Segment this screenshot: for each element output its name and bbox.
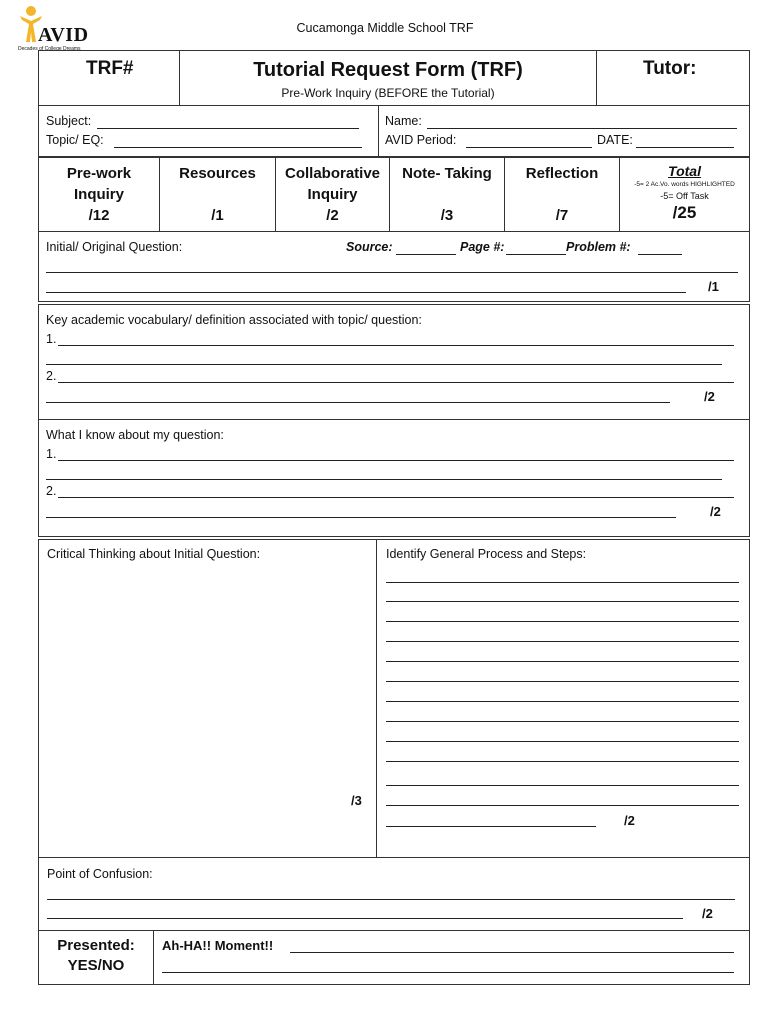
score-cell-collaborative (275, 157, 390, 232)
aha-label: Ah-HA!! Moment!! (162, 938, 274, 953)
info-divider (378, 106, 379, 156)
confusion-label: Point of Confusion: (47, 867, 153, 881)
process-line-10[interactable] (386, 761, 739, 762)
form-subtitle: Pre-Work Inquiry (BEFORE the Tutorial) (281, 86, 495, 100)
date-label: DATE: (597, 133, 633, 147)
process-line-4[interactable] (386, 641, 739, 642)
trf-label: TRF# (86, 58, 134, 79)
process-line-5[interactable] (386, 661, 739, 662)
process-label: Identify General Process and Steps: (386, 547, 587, 561)
presented-box (38, 930, 154, 985)
page-label: Page #: (460, 240, 505, 254)
score-cell-total (619, 157, 750, 232)
aha-line-1[interactable] (290, 952, 734, 953)
score-notes-points: /3 (440, 207, 454, 224)
process-line-2[interactable] (386, 601, 739, 602)
question-label: Initial/ Original Question: (46, 240, 183, 254)
score-reflection-line2 (505, 184, 619, 205)
subject-field[interactable] (97, 128, 359, 129)
date-field[interactable] (636, 147, 734, 148)
vocab-line-2b[interactable] (46, 402, 670, 403)
process-line-6[interactable] (386, 681, 739, 682)
know-item-2: 2. (46, 484, 57, 498)
confusion-line-1[interactable] (47, 899, 735, 900)
process-line-last[interactable] (386, 826, 596, 827)
name-label: Name: (385, 114, 422, 128)
know-line-2b[interactable] (46, 517, 676, 518)
know-line-1b[interactable] (46, 479, 722, 480)
know-label: What I know about my question: (46, 428, 224, 442)
vocab-item-2: 2. (46, 369, 57, 383)
vocab-line-1b[interactable] (46, 364, 722, 365)
problem-label: Problem #: (566, 240, 631, 254)
process-line-11[interactable] (386, 785, 739, 786)
question-line-1[interactable] (46, 272, 738, 273)
score-collab-line2: Inquiry (307, 186, 358, 203)
score-cell-resources (159, 157, 276, 232)
process-line-1[interactable] (386, 582, 739, 583)
score-cell-prework (38, 157, 160, 232)
process-line-8[interactable] (386, 721, 739, 722)
know-item-1: 1. (46, 447, 57, 461)
topic-field[interactable] (114, 147, 362, 148)
confusion-line-2[interactable] (47, 918, 683, 919)
know-line-1a[interactable] (58, 460, 734, 461)
process-line-12[interactable] (386, 805, 739, 806)
aha-line-2[interactable] (162, 972, 734, 973)
total-label: Total (668, 163, 701, 179)
problem-field[interactable] (638, 254, 682, 255)
total-note-vocab: -5= 2 Ac.Vo. words HIGHLIGHTED (634, 181, 735, 188)
score-notes-line2 (390, 184, 504, 205)
score-resources-line2 (160, 184, 275, 205)
confusion-points: /2 (702, 906, 713, 921)
name-field[interactable] (427, 128, 737, 129)
total-note-offtask: -5= Off Task (660, 191, 709, 201)
score-cell-reflection (504, 157, 620, 232)
score-prework-line1: Pre-work (66, 165, 132, 182)
score-prework-line2: Inquiry (73, 186, 124, 203)
process-line-7[interactable] (386, 701, 739, 702)
question-points: /1 (708, 279, 719, 294)
score-reflection-points: /7 (555, 207, 569, 224)
score-prework-points: /12 (88, 207, 110, 224)
period-label: AVID Period: (385, 133, 457, 147)
know-line-2a[interactable] (58, 497, 734, 498)
critical-points: /3 (351, 793, 362, 808)
info-box (38, 105, 750, 157)
avid-tagline: Decades of College Dreams (18, 46, 81, 52)
presented-label: Presented: (57, 937, 135, 954)
score-collab-points: /2 (326, 207, 339, 224)
question-line-2[interactable] (46, 292, 686, 293)
tutor-label: Tutor: (643, 58, 697, 79)
period-field[interactable] (466, 147, 592, 148)
form-title: Tutorial Request Form (TRF) (253, 59, 523, 81)
topic-label: Topic/ EQ: (46, 133, 104, 147)
score-resources-line1: Resources (179, 165, 256, 182)
avid-brand: AVID (38, 24, 89, 46)
critical-label: Critical Thinking about Initial Question: (47, 547, 261, 561)
source-field[interactable] (396, 254, 456, 255)
score-cell-notetaking (389, 157, 505, 232)
page-field[interactable] (506, 254, 566, 255)
total-points: /25 (672, 203, 697, 222)
score-notes-line1: Note- Taking (402, 165, 492, 182)
presented-options[interactable]: YES/NO (67, 957, 125, 974)
school-title: Cucamonga Middle School TRF (296, 21, 474, 35)
vocab-line-2a[interactable] (58, 382, 734, 383)
source-label: Source: (346, 240, 393, 254)
process-box (376, 539, 750, 858)
score-collab-line1: Collaborative (284, 165, 381, 182)
process-line-9[interactable] (386, 741, 739, 742)
score-resources-points: /1 (211, 207, 224, 224)
vocab-label: Key academic vocabulary/ definition associated with topic/ question: (46, 313, 422, 327)
process-line-3[interactable] (386, 621, 739, 622)
process-points: /2 (624, 813, 635, 828)
vocab-item-1: 1. (46, 332, 57, 346)
score-reflection-line1: Reflection (525, 165, 599, 182)
vocab-points: /2 (704, 389, 715, 404)
subject-label: Subject: (46, 114, 92, 128)
know-points: /2 (710, 504, 721, 519)
critical-box[interactable] (38, 539, 377, 858)
vocab-line-1a[interactable] (58, 345, 734, 346)
